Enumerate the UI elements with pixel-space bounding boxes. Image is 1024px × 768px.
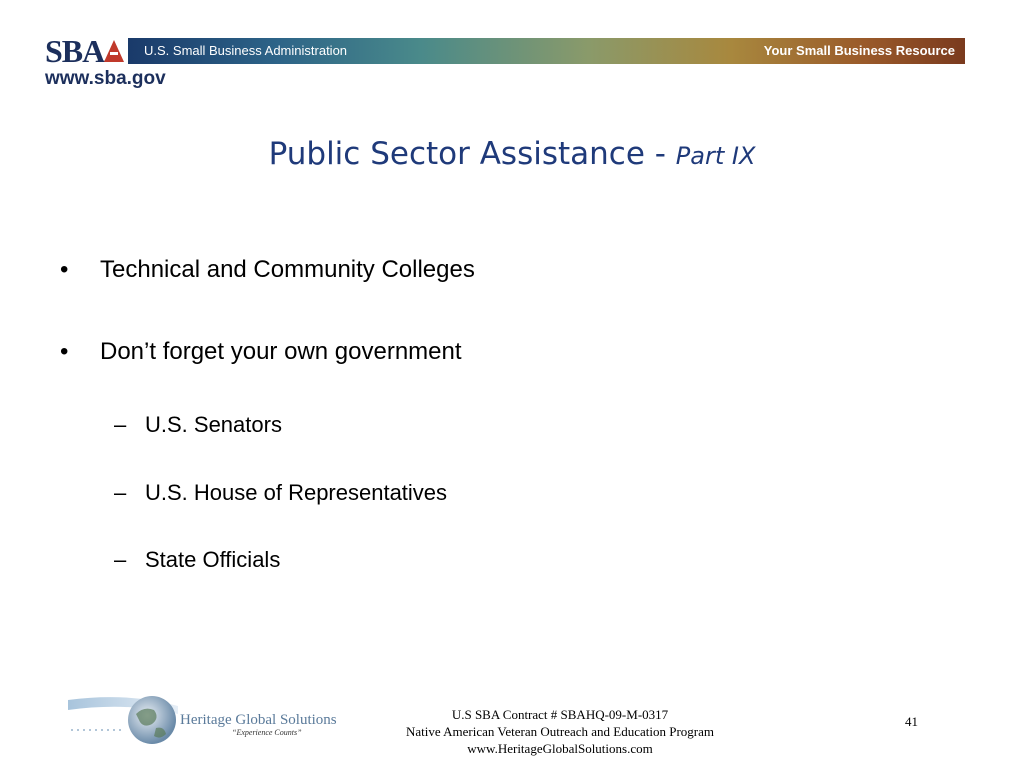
bullet-mark: • — [60, 256, 69, 283]
sba-logo: SBA — [45, 33, 105, 69]
slide-title — [0, 136, 1024, 172]
bullet-text: Don’t forget your own government — [100, 338, 462, 365]
site-url[interactable]: www.sba.gov — [45, 68, 166, 89]
footer-contract: U.S SBA Contract # SBAHQ-09-M-0317 — [451, 707, 669, 722]
footer-logo-tagline: “Experience Counts” — [232, 728, 302, 737]
header-banner — [128, 38, 965, 64]
bullet-mark: • — [60, 338, 69, 365]
page-number: 41 — [905, 714, 918, 729]
sub-bullet-mark: – — [114, 547, 127, 572]
banner-agency-name: U.S. Small Business Administration — [144, 43, 348, 58]
sub-bullet-text: U.S. Senators — [145, 412, 282, 437]
sub-bullet-item — [114, 412, 282, 438]
banner-tagline: Your Small Business Resource — [763, 43, 955, 58]
bullet-item — [60, 256, 475, 284]
sub-bullet-text: State Officials — [145, 547, 281, 572]
flag-icon — [104, 40, 124, 62]
bullet-text: Technical and Community Colleges — [100, 256, 475, 283]
sub-bullet-text: U.S. House of Representatives — [145, 480, 448, 505]
title-part: Part IX — [675, 142, 756, 170]
footer-website[interactable]: www.HeritageGlobalSolutions.com — [467, 741, 653, 756]
footer-logo-name: Heritage Global Solutions — [180, 712, 337, 728]
footer-program: Native American Veteran Outreach and Education Program — [405, 724, 715, 739]
bullet-item — [60, 338, 462, 366]
sub-bullet-mark: – — [114, 412, 127, 437]
footer-info — [330, 706, 790, 757]
sub-bullet-mark: – — [114, 480, 127, 505]
sub-bullet-item — [114, 547, 280, 573]
title-main: Public Sector Assistance - — [268, 136, 676, 172]
sub-bullet-item — [114, 480, 447, 506]
